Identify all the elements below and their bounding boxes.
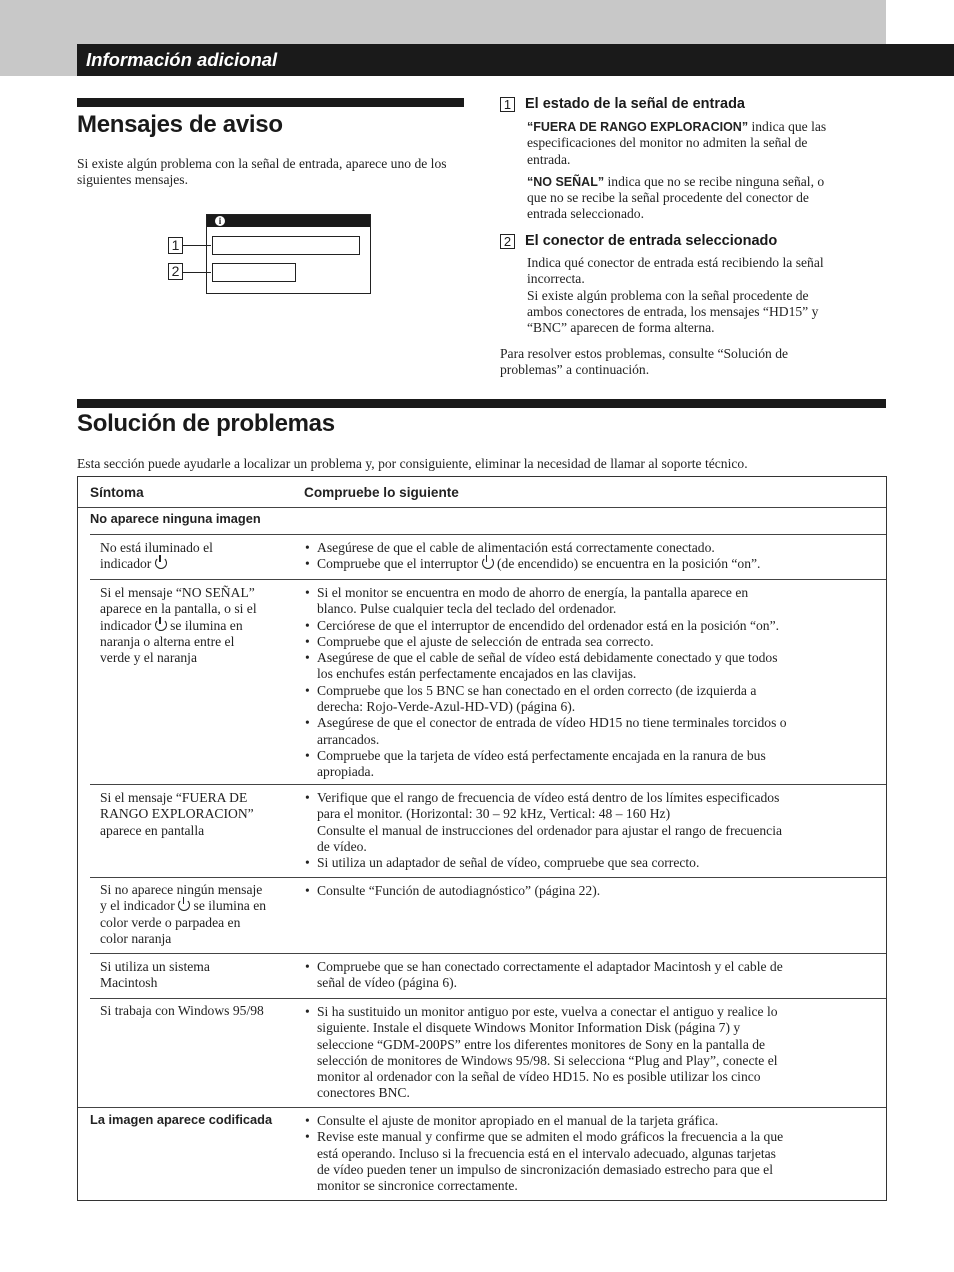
warnings-rule xyxy=(77,98,464,107)
table-row-symptom: Si no aparece ningún mensaje y el indicador se ilumina en color verde o parpadea en color naranja xyxy=(100,882,267,946)
power-icon xyxy=(178,899,190,911)
item-2-title: 2 El conector de entrada seleccionado xyxy=(500,233,777,250)
table-row-checks: • Consulte “Función de autodiagnóstico” (página 22). xyxy=(306,883,871,899)
power-icon xyxy=(155,557,167,569)
item-1-title: 1 El estado de la señal de entrada xyxy=(500,96,745,113)
table-row-checks: • Asegúrese de que el cable de alimentación está correctamente conectado. • Compruebe que el interruptor (de encendido) se encuentra en la posición “on”. xyxy=(306,540,871,573)
table-row-checks: • Si el monitor se encuentra en modo de ahorro de energía, la pantalla aparece en blanco. Pulse cualquier tecla del teclado del ordenador. • Cerciórese de que el interruptor de encendido del ordenador está en la posición “on”. • Compruebe que el ajuste de selección de entrada sea correcto. • Asegúrese de que el cable de señal de vídeo está debidamente conectado y que todos los enchufes están perfectamente encajados en las clavijas. • Compruebe que los 5 BNC se han conectado en el orden correcto (de izquierda a derecha: Rojo-Verde-Azul-HD-VD) (página 6). • Asegúrese de que el conector de entrada de vídeo HD15 no tiene terminales torcidos o arrancados. • Compruebe que la tarjeta de vídeo está perfectamente encajada en la ranura de bus apropiada. xyxy=(306,585,871,781)
section-title: Información adicional xyxy=(77,44,954,76)
category-garbled-image: La imagen aparece codificada xyxy=(90,1112,273,1127)
table-row-checks: • Si ha sustituido un monitor antiguo por este, vuelva a conectar el antiguo y realice lo siguiente. Instale el disquete Windows Monitor Information Disk (página 7) y seleccione “GDM-200PS” entre los diferentes monitores de Sony en la pantalla de selección de monitores de Windows 95/98. Si selecciona “Plug and Play”, conecte el monitor al ordenador con la señal de vídeo HD15. No es posible utilizar los cinco conectores BNC. xyxy=(306,1004,871,1102)
troubleshooting-table xyxy=(77,476,887,1201)
table-row-symptom: Si el mensaje “FUERA DE RANGO EXPLORACION” aparece en pantalla xyxy=(100,790,254,838)
warnings-title: Mensajes de aviso xyxy=(77,111,283,138)
category-no-image: No aparece ninguna imagen xyxy=(90,511,261,526)
table-row-checks: • Compruebe que se han conectado correctamente el adaptador Macintosh y el cable de señal de vídeo (página 6). xyxy=(306,959,871,992)
table-row-symptom: Si utiliza un sistema Macintosh xyxy=(100,959,210,991)
col-check-header: Compruebe lo siguiente xyxy=(304,485,459,500)
item-2-text: Indica qué conector de entrada está recibiendo la señal incorrecta. Si existe algún problema con la señal procedente de ambos conectores de entrada, los mensajes “HD15” y “BNC” aparecen de forma alterna. xyxy=(527,255,824,336)
warnings-intro: Si existe algún problema con la señal de entrada, aparece uno de los siguientes mensajes. xyxy=(77,156,447,188)
warnings-outro: Para resolver estos problemas, consulte “Solución de problemas” a continuación. xyxy=(500,346,789,378)
info-icon: i xyxy=(215,216,225,226)
table-row-symptom: Si trabaja con Windows 95/98 xyxy=(100,1003,264,1018)
troubleshooting-rule xyxy=(77,399,886,408)
table-row-symptom: No está iluminado el indicador xyxy=(100,540,213,572)
table-row-checks: • Consulte el ajuste de monitor apropiado en el manual de la tarjeta gráfica. • Revise este manual y confirme que se admiten el modo gráficos la frecuencia a la que está operando. Incluso si la frecuencia está en el intervalo adecuado, algunas tarjetas de vídeo pueden tener un impulso de sincronización demasiado estrecho para que el monitor se sincronice correctamente. xyxy=(306,1113,871,1194)
callout-1: 1 xyxy=(168,237,183,254)
table-row-symptom: Si el mensaje “NO SEÑAL” aparece en la pantalla, o si el indicador se ilumina en naranja o alterna entre el verde y el naranja xyxy=(100,585,257,666)
col-symptom-header: Síntoma xyxy=(90,485,144,500)
callout-2: 2 xyxy=(168,263,183,280)
osd-field-status xyxy=(212,236,360,255)
troubleshooting-intro: Esta sección puede ayudarle a localizar un problema y, por consiguiente, eliminar la necesidad de llamar al soporte técnico. xyxy=(77,456,748,471)
power-icon xyxy=(155,619,167,631)
power-icon xyxy=(482,557,494,569)
osd-message-diagram xyxy=(206,214,371,294)
table-row-checks: • Verifique que el rango de frecuencia de vídeo está dentro de los límites especificados para el monitor. (Horizontal: 30 – 92 kHz, Vertical: 48 – 160 Hz) Consulte el manual de instrucciones del ordenador para ajustar el rango de frecuencia de vídeo. • Si utiliza un adaptador de señal de vídeo, compruebe que sea correcto. xyxy=(306,790,871,871)
osd-field-connector xyxy=(212,263,296,282)
item-1-text: “FUERA DE RANGO EXPLORACION” indica que las especificaciones del monitor no admiten la señal de entrada. “NO SEÑAL” indica que no se recibe ninguna señal, o que no se recibe la señal procedente del conector de entrada seleccionado. xyxy=(527,119,827,222)
troubleshooting-title: Solución de problemas xyxy=(77,410,335,437)
